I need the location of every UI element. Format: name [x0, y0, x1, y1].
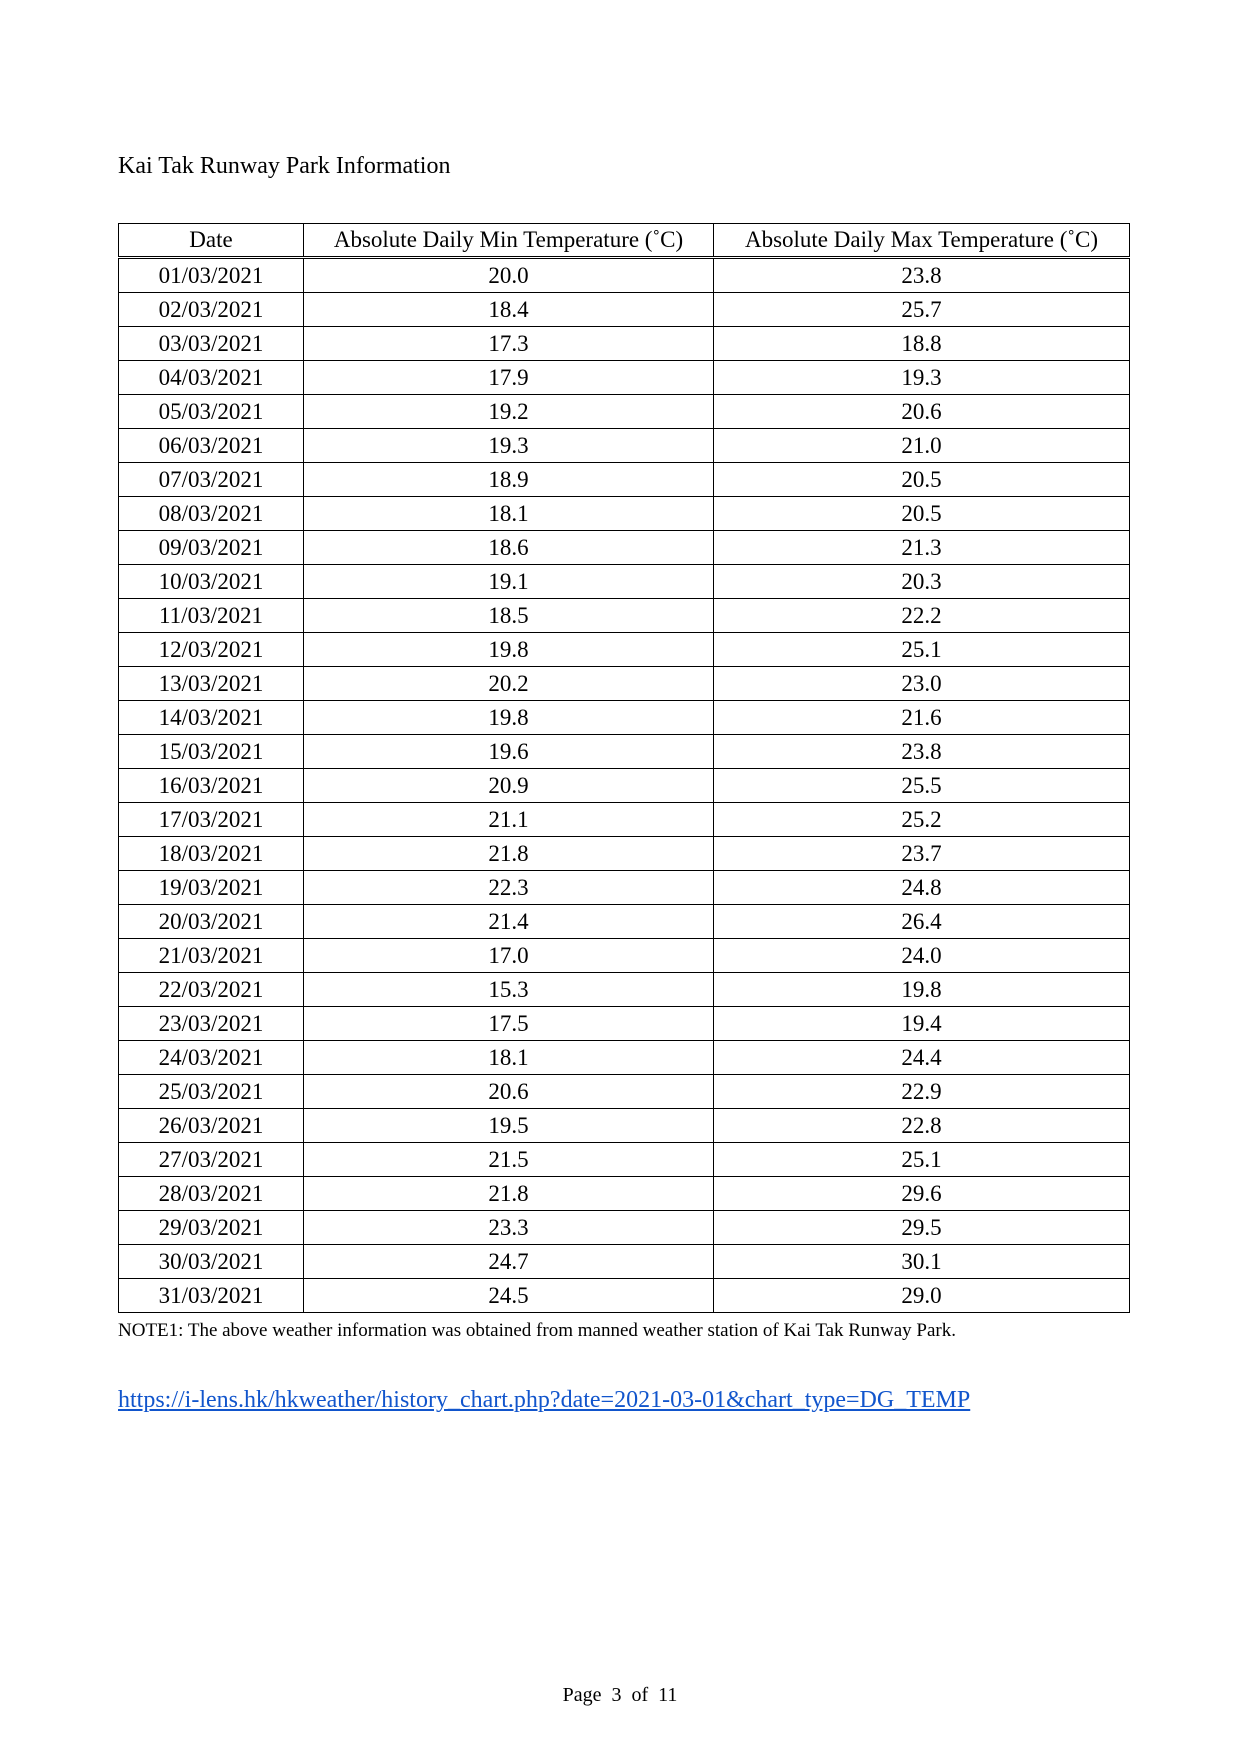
cell-date: 23/03/2021	[119, 1007, 304, 1041]
table-header-row	[119, 224, 1130, 258]
cell-date: 15/03/2021	[119, 735, 304, 769]
table-row	[119, 463, 1130, 497]
cell-date: 10/03/2021	[119, 565, 304, 599]
cell-min-temperature: 15.3	[304, 973, 714, 1007]
cell-min-temperature: 18.5	[304, 599, 714, 633]
cell-date: 12/03/2021	[119, 633, 304, 667]
cell-max-temperature: 29.0	[714, 1279, 1130, 1313]
cell-date: 27/03/2021	[119, 1143, 304, 1177]
cell-max-temperature: 24.4	[714, 1041, 1130, 1075]
header-min-temperature: Absolute Daily Min Temperature (˚C)	[304, 224, 714, 258]
cell-min-temperature: 18.4	[304, 293, 714, 327]
cell-min-temperature: 18.6	[304, 531, 714, 565]
table-row	[119, 497, 1130, 531]
table-row	[119, 395, 1130, 429]
cell-date: 19/03/2021	[119, 871, 304, 905]
table-body	[119, 258, 1130, 1313]
cell-min-temperature: 20.0	[304, 258, 714, 293]
cell-date: 14/03/2021	[119, 701, 304, 735]
cell-max-temperature: 26.4	[714, 905, 1130, 939]
cell-max-temperature: 23.7	[714, 837, 1130, 871]
cell-max-temperature: 20.6	[714, 395, 1130, 429]
cell-max-temperature: 30.1	[714, 1245, 1130, 1279]
header-max-temperature: Absolute Daily Max Temperature (˚C)	[714, 224, 1130, 258]
table-row	[119, 429, 1130, 463]
cell-min-temperature: 22.3	[304, 871, 714, 905]
table-row	[119, 599, 1130, 633]
cell-max-temperature: 29.5	[714, 1211, 1130, 1245]
cell-min-temperature: 21.8	[304, 837, 714, 871]
cell-max-temperature: 21.0	[714, 429, 1130, 463]
cell-max-temperature: 19.8	[714, 973, 1130, 1007]
table-row	[119, 633, 1130, 667]
cell-max-temperature: 25.5	[714, 769, 1130, 803]
cell-max-temperature: 22.8	[714, 1109, 1130, 1143]
cell-min-temperature: 21.5	[304, 1143, 714, 1177]
cell-max-temperature: 20.5	[714, 463, 1130, 497]
table-row	[119, 1041, 1130, 1075]
page-number: Page 3 of 11	[562, 1684, 678, 1706]
cell-min-temperature: 19.2	[304, 395, 714, 429]
cell-max-temperature: 24.8	[714, 871, 1130, 905]
note-text: NOTE1: The above weather information was obtained from manned weather station of Kai Tak Runway Park.	[118, 1320, 956, 1341]
cell-date: 05/03/2021	[119, 395, 304, 429]
table-row	[119, 1177, 1130, 1211]
table-row	[119, 1007, 1130, 1041]
cell-max-temperature: 19.4	[714, 1007, 1130, 1041]
cell-min-temperature: 18.1	[304, 1041, 714, 1075]
cell-min-temperature: 17.0	[304, 939, 714, 973]
cell-min-temperature: 19.1	[304, 565, 714, 599]
table-row	[119, 361, 1130, 395]
cell-min-temperature: 17.3	[304, 327, 714, 361]
cell-max-temperature: 20.3	[714, 565, 1130, 599]
table-row	[119, 905, 1130, 939]
table-row	[119, 1279, 1130, 1313]
cell-min-temperature: 19.8	[304, 633, 714, 667]
table-row	[119, 1143, 1130, 1177]
cell-date: 31/03/2021	[119, 1279, 304, 1313]
cell-date: 30/03/2021	[119, 1245, 304, 1279]
cell-max-temperature: 18.8	[714, 327, 1130, 361]
cell-date: 24/03/2021	[119, 1041, 304, 1075]
table-row	[119, 667, 1130, 701]
cell-min-temperature: 19.8	[304, 701, 714, 735]
cell-date: 26/03/2021	[119, 1109, 304, 1143]
cell-date: 01/03/2021	[119, 258, 304, 293]
cell-max-temperature: 25.1	[714, 633, 1130, 667]
cell-date: 25/03/2021	[119, 1075, 304, 1109]
cell-max-temperature: 25.1	[714, 1143, 1130, 1177]
cell-date: 16/03/2021	[119, 769, 304, 803]
cell-max-temperature: 23.8	[714, 258, 1130, 293]
cell-date: 29/03/2021	[119, 1211, 304, 1245]
header-date: Date	[119, 224, 304, 258]
cell-max-temperature: 25.2	[714, 803, 1130, 837]
cell-max-temperature: 23.0	[714, 667, 1130, 701]
table-row	[119, 871, 1130, 905]
cell-max-temperature: 23.8	[714, 735, 1130, 769]
cell-min-temperature: 24.7	[304, 1245, 714, 1279]
cell-date: 04/03/2021	[119, 361, 304, 395]
cell-min-temperature: 17.9	[304, 361, 714, 395]
cell-date: 03/03/2021	[119, 327, 304, 361]
table-row	[119, 258, 1130, 293]
cell-date: 20/03/2021	[119, 905, 304, 939]
cell-max-temperature: 21.6	[714, 701, 1130, 735]
table-row	[119, 1211, 1130, 1245]
cell-max-temperature: 19.3	[714, 361, 1130, 395]
table-row	[119, 1109, 1130, 1143]
cell-date: 22/03/2021	[119, 973, 304, 1007]
cell-date: 02/03/2021	[119, 293, 304, 327]
table-row	[119, 1245, 1130, 1279]
cell-min-temperature: 20.9	[304, 769, 714, 803]
cell-min-temperature: 19.5	[304, 1109, 714, 1143]
cell-min-temperature: 21.1	[304, 803, 714, 837]
cell-date: 21/03/2021	[119, 939, 304, 973]
cell-date: 08/03/2021	[119, 497, 304, 531]
cell-max-temperature: 20.5	[714, 497, 1130, 531]
cell-date: 13/03/2021	[119, 667, 304, 701]
table-row	[119, 531, 1130, 565]
table-row	[119, 327, 1130, 361]
cell-min-temperature: 24.5	[304, 1279, 714, 1313]
table-row	[119, 735, 1130, 769]
cell-min-temperature: 20.6	[304, 1075, 714, 1109]
cell-min-temperature: 19.3	[304, 429, 714, 463]
cell-max-temperature: 22.9	[714, 1075, 1130, 1109]
table-row	[119, 293, 1130, 327]
cell-max-temperature: 22.2	[714, 599, 1130, 633]
cell-date: 09/03/2021	[119, 531, 304, 565]
cell-min-temperature: 21.4	[304, 905, 714, 939]
cell-min-temperature: 21.8	[304, 1177, 714, 1211]
table-row	[119, 803, 1130, 837]
page-title: Kai Tak Runway Park Information	[118, 153, 451, 179]
cell-max-temperature: 21.3	[714, 531, 1130, 565]
table-row	[119, 701, 1130, 735]
cell-date: 28/03/2021	[119, 1177, 304, 1211]
cell-min-temperature: 23.3	[304, 1211, 714, 1245]
cell-max-temperature: 29.6	[714, 1177, 1130, 1211]
cell-min-temperature: 17.5	[304, 1007, 714, 1041]
cell-date: 11/03/2021	[119, 599, 304, 633]
cell-min-temperature: 18.9	[304, 463, 714, 497]
cell-min-temperature: 19.6	[304, 735, 714, 769]
table-row	[119, 1075, 1130, 1109]
cell-date: 07/03/2021	[119, 463, 304, 497]
table-row	[119, 837, 1130, 871]
table-row	[119, 973, 1130, 1007]
temperature-table	[118, 223, 1130, 1313]
cell-min-temperature: 20.2	[304, 667, 714, 701]
table-row	[119, 769, 1130, 803]
cell-date: 18/03/2021	[119, 837, 304, 871]
cell-max-temperature: 25.7	[714, 293, 1130, 327]
cell-max-temperature: 24.0	[714, 939, 1130, 973]
cell-min-temperature: 18.1	[304, 497, 714, 531]
cell-date: 06/03/2021	[119, 429, 304, 463]
history-chart-link[interactable]: https://i-lens.hk/hkweather/history_chart.php?date=2021-03-01&chart_type=DG_TEMP	[118, 1387, 971, 1413]
table-row	[119, 565, 1130, 599]
cell-date: 17/03/2021	[119, 803, 304, 837]
table-row	[119, 939, 1130, 973]
